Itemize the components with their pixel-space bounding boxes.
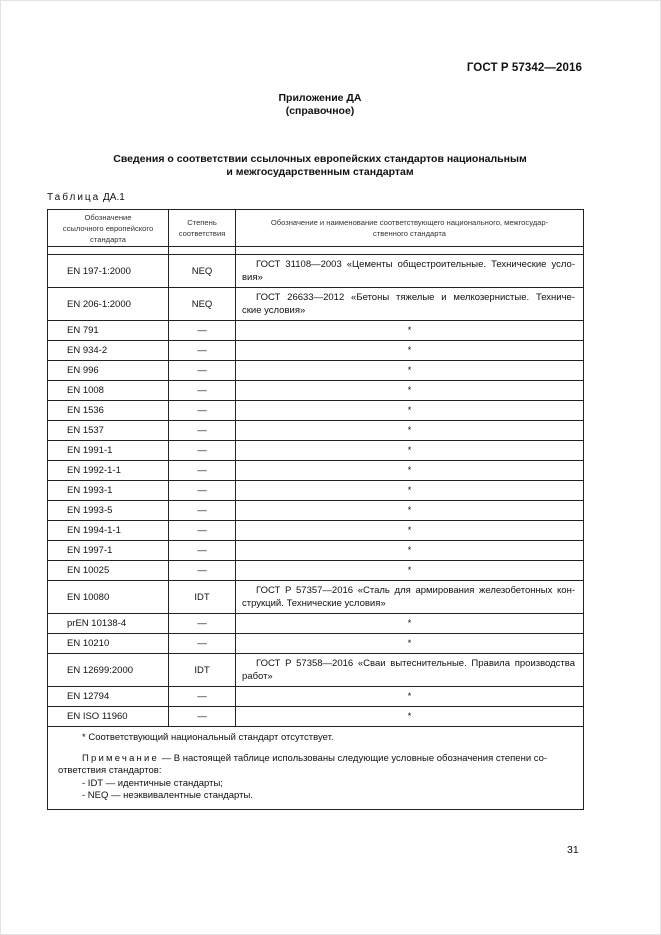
cell-degree: — <box>169 421 236 441</box>
cell-degree: — <box>169 521 236 541</box>
cell-european-standard: EN 10025 <box>48 561 169 581</box>
table-row <box>48 687 584 707</box>
cell-national-standard: * <box>236 687 584 707</box>
header-text: Обозначение и наименование соответствующего национального, межгосудар- <box>270 218 549 227</box>
table-row <box>48 561 584 581</box>
table-row <box>48 361 584 381</box>
cell-national-standard <box>236 255 584 288</box>
cell-european-standard: EN 1993-1 <box>48 481 169 501</box>
cell-national-standard: * <box>236 707 584 727</box>
cell-degree: — <box>169 481 236 501</box>
page-number: 31 <box>567 844 579 856</box>
standards-table <box>47 209 584 810</box>
footnote: * Соответствующий национальный стандарт отсутствует. <box>82 732 334 743</box>
cell-national-standard: * <box>236 521 584 541</box>
table-row <box>48 421 584 441</box>
cell-degree: — <box>169 561 236 581</box>
cell-degree: NEQ <box>169 255 236 288</box>
national-standard-line: ГОСТ 31108—2003 «Цементы общестроительные. Технические усло- <box>256 258 575 270</box>
header-national-standard <box>236 210 584 247</box>
cell-european-standard: EN 10210 <box>48 634 169 654</box>
table-footer-row <box>48 727 584 810</box>
cell-national-standard: * <box>236 401 584 421</box>
cell-degree: — <box>169 501 236 521</box>
cell-european-standard: EN 197-1:2000 <box>48 255 169 288</box>
table-header-row <box>48 210 584 247</box>
cell-european-standard: EN 1994-1-1 <box>48 521 169 541</box>
annex-title <box>0 92 640 118</box>
note-label: Примечание <box>82 752 159 764</box>
cell-national-standard: * <box>236 321 584 341</box>
header-text: Обозначение <box>84 212 132 222</box>
header-text: стандарта <box>90 234 126 244</box>
national-standard-line: ГОСТ Р 57357—2016 «Сталь для армирования железобетонных кон- <box>256 584 575 596</box>
note-neq: - NEQ — неэквивалентные стандарты. <box>82 790 253 801</box>
cell-degree: — <box>169 461 236 481</box>
table-row <box>48 341 584 361</box>
table-row <box>48 461 584 481</box>
cell-european-standard: EN 1537 <box>48 421 169 441</box>
cell-national-standard: * <box>236 341 584 361</box>
table-row <box>48 288 584 321</box>
annex-title-line: Приложение ДА <box>278 92 362 104</box>
national-standard-line: струкций. Технические условия» <box>242 597 386 609</box>
table-caption <box>47 192 125 203</box>
cell-european-standard: EN 1997-1 <box>48 541 169 561</box>
cell-national-standard: * <box>236 481 584 501</box>
cell-european-standard: EN 1991-1 <box>48 441 169 461</box>
table-caption-number: ДА.1 <box>103 192 125 203</box>
section-heading <box>0 153 640 179</box>
cell-european-standard: EN 791 <box>48 321 169 341</box>
cell-european-standard: EN 1008 <box>48 381 169 401</box>
cell-national-standard: * <box>236 381 584 401</box>
national-standard-line: ГОСТ 26633—2012 «Бетоны тяжелые и мелкозернистые. Техниче- <box>256 291 575 303</box>
cell-degree: — <box>169 321 236 341</box>
cell-degree: — <box>169 634 236 654</box>
header-text: Степень <box>187 218 217 227</box>
cell-national-standard: * <box>236 561 584 581</box>
cell-degree: — <box>169 361 236 381</box>
cell-european-standard: EN 1993-5 <box>48 501 169 521</box>
cell-degree: IDT <box>169 654 236 687</box>
table-row <box>48 654 584 687</box>
cell-national-standard: * <box>236 501 584 521</box>
table-row <box>48 501 584 521</box>
cell-degree: — <box>169 707 236 727</box>
cell-national-standard: * <box>236 634 584 654</box>
header-text: соответствия <box>178 229 226 238</box>
cell-european-standard: EN 10080 <box>48 581 169 614</box>
note <box>58 753 573 766</box>
cell-national-standard: * <box>236 421 584 441</box>
table-notes <box>48 727 584 810</box>
national-standard-line: вия» <box>242 271 263 283</box>
table-row <box>48 581 584 614</box>
header-gap-row <box>48 247 584 255</box>
table-row <box>48 401 584 421</box>
table-row <box>48 255 584 288</box>
cell-european-standard: EN 934-2 <box>48 341 169 361</box>
table-row <box>48 321 584 341</box>
note-text-cont: ответствия стандартов: <box>58 765 162 776</box>
cell-degree: — <box>169 341 236 361</box>
cell-degree: — <box>169 541 236 561</box>
table-row <box>48 541 584 561</box>
cell-european-standard: EN 1992-1-1 <box>48 461 169 481</box>
header-degree <box>169 210 236 247</box>
cell-degree: — <box>169 401 236 421</box>
cell-european-standard: prEN 10138-4 <box>48 614 169 634</box>
cell-national-standard <box>236 654 584 687</box>
cell-european-standard: EN 996 <box>48 361 169 381</box>
annex-subtitle: (справочное) <box>285 105 355 117</box>
cell-national-standard: * <box>236 441 584 461</box>
header-european-standard <box>48 210 169 247</box>
note-text: — В настоящей таблице использованы следующие условные обозначения степени со- <box>159 752 548 764</box>
cell-degree: — <box>169 687 236 707</box>
national-standard-line: ГОСТ Р 57358—2016 «Сваи вытеснительные. Правила производства <box>256 657 575 669</box>
cell-degree: — <box>169 441 236 461</box>
cell-national-standard: * <box>236 614 584 634</box>
cell-european-standard: EN 206-1:2000 <box>48 288 169 321</box>
table-row <box>48 381 584 401</box>
cell-european-standard: EN 12794 <box>48 687 169 707</box>
table-row <box>48 707 584 727</box>
national-standard-line: ские условия» <box>242 304 306 316</box>
table-row <box>48 441 584 461</box>
national-standard-line: работ» <box>242 670 273 682</box>
table-row <box>48 521 584 541</box>
cell-degree: — <box>169 614 236 634</box>
section-heading-line2: и межгосударственным стандартам <box>226 166 414 178</box>
note-idt: - IDT — идентичные стандарты; <box>82 777 223 789</box>
cell-degree: — <box>169 381 236 401</box>
cell-degree: NEQ <box>169 288 236 321</box>
cell-degree: IDT <box>169 581 236 614</box>
table-row <box>48 614 584 634</box>
document-number: ГОСТ Р 57342—2016 <box>466 62 582 74</box>
table-row <box>48 634 584 654</box>
header-text: ственного стандарта <box>373 229 446 238</box>
cell-national-standard <box>236 581 584 614</box>
section-heading-line1: Сведения о соответствии ссылочных европейских стандартов национальным <box>113 153 527 165</box>
cell-national-standard: * <box>236 461 584 481</box>
cell-national-standard: * <box>236 361 584 381</box>
cell-national-standard: * <box>236 541 584 561</box>
cell-european-standard: EN 1536 <box>48 401 169 421</box>
table-caption-word: Таблица <box>47 192 101 203</box>
table-row <box>48 481 584 501</box>
cell-european-standard: EN 12699:2000 <box>48 654 169 687</box>
cell-national-standard <box>236 288 584 321</box>
cell-european-standard: EN ISO 11960 <box>48 707 169 727</box>
header-text: ссылочного европейского <box>62 223 154 233</box>
